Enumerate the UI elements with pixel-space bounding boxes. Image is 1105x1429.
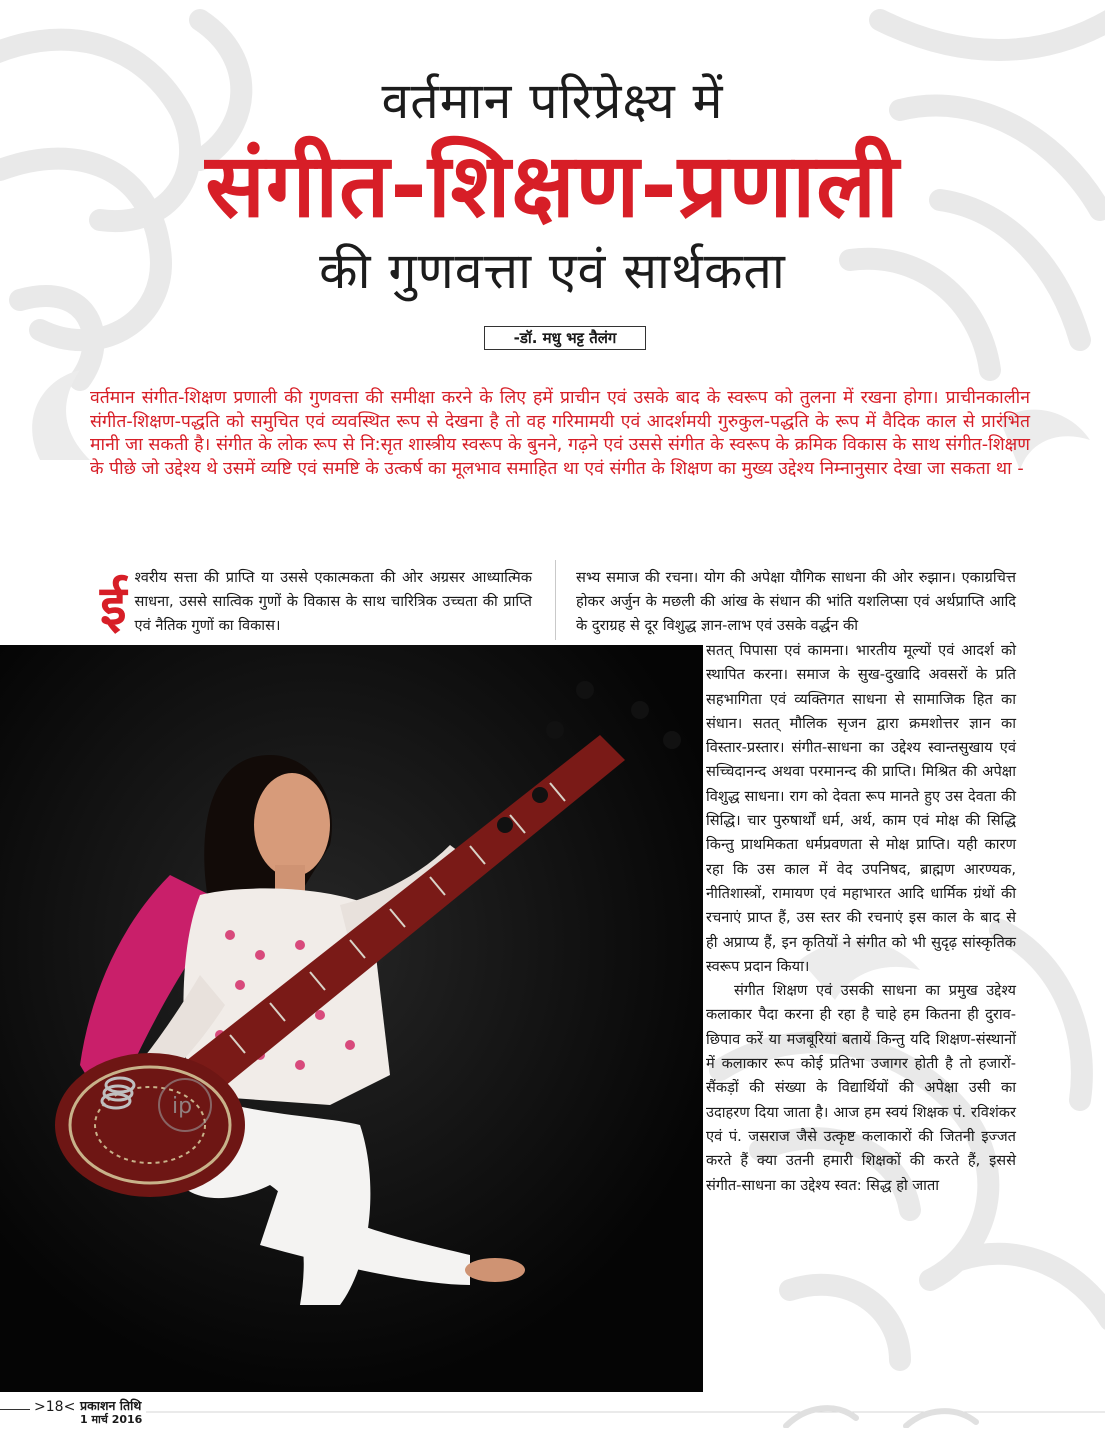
footer-rule	[0, 1409, 30, 1410]
page-footer	[0, 1396, 1105, 1429]
right-column-paragraph-1: सतत् पिपासा एवं कामना। भारतीय मूल्यों एवं आदर्श को स्थापित करना। समाज के सुख-दुखादि अवसरों के प्रति सहभागिता एवं व्यक्तिगत साधना से सामाजिक हित का संधान। सतत् मौलिक सृजन द्वारा क्रमशोत्तर ज्ञान का विस्तार-प्रस्तार। संगीत-साधना का उद्देश्य स्वान्तसुखाय एवं सच्चिदानन्द अथवा परमानन्द की प्राप्ति। मिश्रित की अपेक्षा विशुद्ध साधना। राग को देवता रूप मानते हुए उस देवता की सिद्धि। चार पुरुषार्थों धर्म, अर्थ, काम एवं मोक्ष की सिद्धि किन्तु प्राथमिकता धर्मप्रवणता से मोक्ष प्राप्ति। यही कारण रहा कि उस काल में वेद उपनिषद, ब्राह्मण आरण्यक, नीतिशास्त्रों, रामायण एवं महाभारत आदि धार्मिक ग्रंथों की रचनाएं प्राप्त हैं, उस स्तर की रचनाएं इस काल के बाद से ही अप्राप्य हैं, इन कृतियों ने संगीत को भी सुदृढ़ सांस्कृतिक स्वरूप प्रदान किया।	[706, 642, 1016, 975]
right-column-top: सभ्य समाज की रचना। योग की अपेक्षा यौगिक साधना की ओर रुझान। एकाग्रचित्त होकर अर्जुन के मछली की आंख के संधान की भांति यशलिप्सा एवं अर्थप्राप्ति आदि के दुराग्रह से दूर विशुद्ध ज्ञान-लाभ एवं उसके वर्द्धन की	[576, 569, 1016, 634]
footer-ornament	[146, 1398, 1105, 1428]
sitar-player-photo	[0, 645, 703, 1392]
photo-illustration	[0, 645, 703, 1392]
right-column-paragraph-2: संगीत शिक्षण एवं उसकी साधना का प्रमुख उद्देश्य कलाकार पैदा करना ही रहा है चाहे हम कितना ही दुराव-छिपाव करें या मजबूरियां बतायें किन्तु यदि शिक्षण-संस्थानों में कलाकार रूप कोई प्रतिभा उजागर होती है तो हजारों-सैंकड़ों की संख्या के विद्यार्थियों की अपेक्षा उसी का उदाहरण दिया जाता है। आज हम स्वयं शिक्षक पं. रविशंकर एवं पं. जसराज जैसे उत्कृष्ट कलाकारों की जितनी इज्जत करते हैं क्या उतनी हमारी शिक्षकों की करते हैं, इससे संगीत-साधना का उद्देश्य स्वत: सिद्ध हो जाता	[706, 982, 1016, 1194]
right-column	[706, 639, 1016, 1198]
title-line-2: संगीत-शिक्षण-प्रणाली	[205, 134, 900, 237]
title-line-3: की गुणवत्ता एवं सार्थकता	[319, 242, 786, 300]
photo-watermark: ip	[172, 1094, 193, 1119]
drop-cap: ई	[100, 574, 127, 637]
column-divider	[555, 560, 556, 640]
article-title	[0, 70, 1105, 302]
author-byline: -डॉ. मधु भट्ट तैलंग	[484, 326, 646, 350]
page-number: >18<	[34, 1399, 76, 1415]
publication-name: प्रकाशन तिथि	[80, 1398, 142, 1413]
title-line-1: वर्तमान परिप्रेक्ष्य में	[381, 72, 724, 130]
intro-paragraph: वर्तमान संगीत-शिक्षण प्रणाली की गुणवत्ता की समीक्षा करने के लिए हमें प्राचीन एवं उसके बाद के स्वरूप को तुलना में रखना होगा। प्राचीनकालीन संगीत-शिक्षण-पद्धति को समुचित एवं व्यवस्थित रूप से देखना है तो वह गरिमामयी एवं आदर्शमयी गुरुकुल-पद्धति के रूप में वैदिक काल से प्रारंभित मानी जा सकती है। संगीत के लोक रूप से नि:सृत शास्त्रीय स्वरूप के बुनने, गढ़ने एवं उससे संगीत के स्वरूप के क्रमिक विकास के साथ संगीत-शिक्षण के पीछे जो उद्देश्य थे उसमें व्यष्टि एवं समष्टि के उत्कर्ष का मूलभाव समाहित था एवं संगीत के शिक्षण का मुख्य उद्देश्य निम्नानुसार देखा जा सकता था -	[90, 388, 1030, 479]
publication-date: 1 मार्च 2016	[80, 1413, 143, 1426]
left-column	[100, 566, 532, 638]
left-column-text: श्वरीय सत्ता की प्राप्ति या उससे एकात्मकता की ओर अग्रसर आध्यात्मिक साधना, उससे सात्विक गुणों के विकास के साथ चारित्रिक उच्चता की प्राप्ति एवं नैतिक गुणों का विकास।	[134, 569, 532, 634]
